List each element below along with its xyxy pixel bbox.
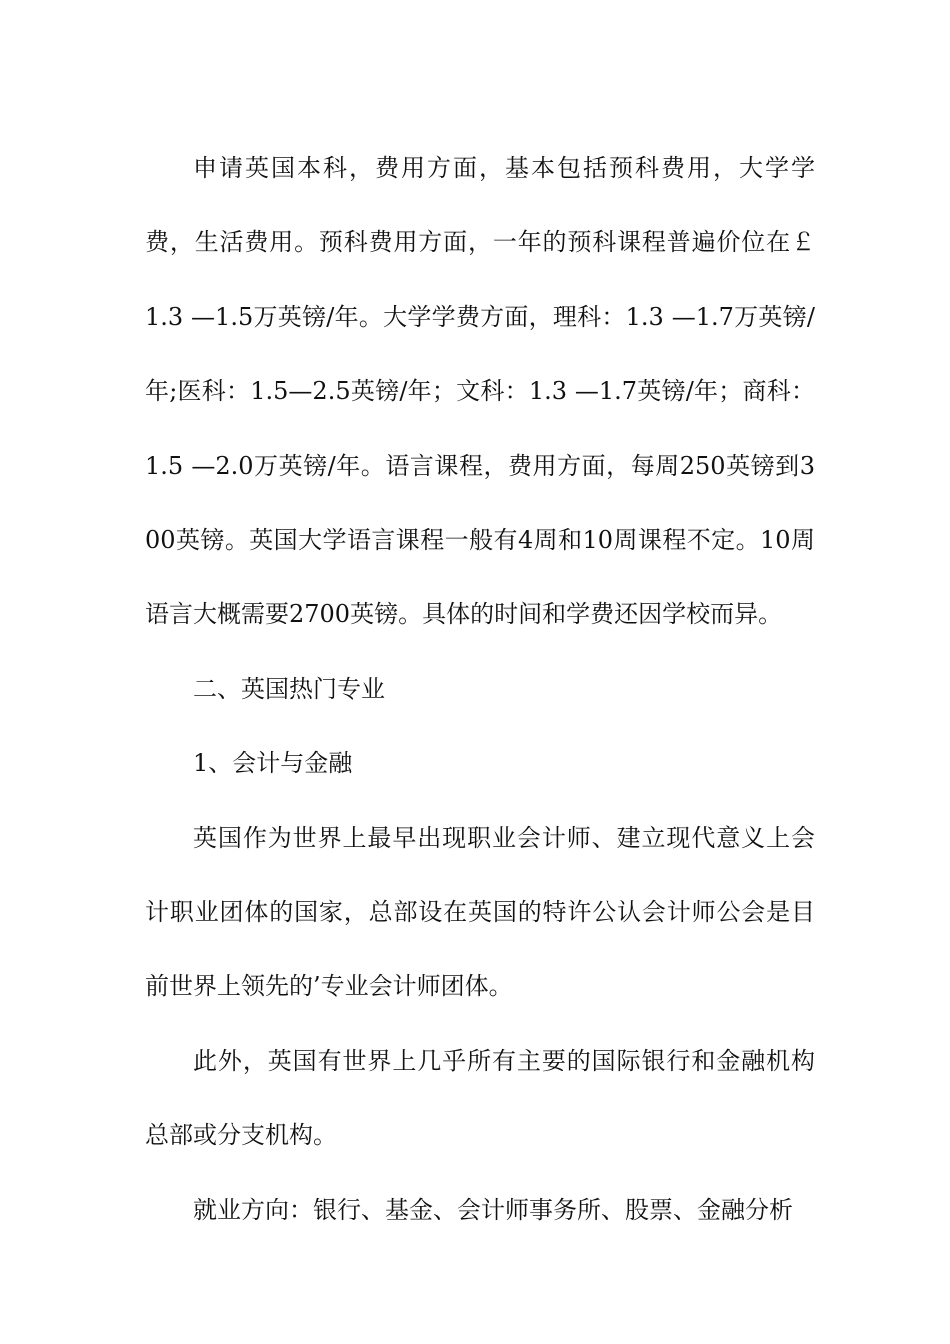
paragraph-fees: 申请英国本科，费用方面，基本包括预科费用，大学学费，生活费用。预科费用方面，一年的预科课程普遍价位在￡ 1.3 —1.5万英镑/年。大学学费方面，理科：1.3 —1.7万英镑/年;医科：1.5—2.5英镑/年；文科：1.3 —1.7英镑/年；商科：1.5 —2.0万英镑/年。语言课程，费用方面，每周250英镑到300英镑。英国大学语言课程一般有4周和10周课程不定。10周语言大概需要2700英镑。具体的时间和学费还因学校而异。 [145, 154, 815, 629]
subsection-heading-accounting-finance: 1、会计与金融 [193, 749, 353, 778]
paragraph-career-directions: 就业方向：银行、基金、会计师事务所、股票、金融分析 [193, 1195, 793, 1224]
paragraph-accounting-history: 英国作为世界上最早出现职业会计师、建立现代意义上会计职业团体的国家，总部设在英国的特许公认会计师公会是目前世界上领先的’专业会计师团体。 [145, 823, 815, 1001]
document-body [145, 131, 815, 1247]
section-heading-popular-majors: 二、英国热门专业 [193, 674, 385, 703]
paragraph-banking-institutions: 此外，英国有世界上几乎所有主要的国际银行和金融机构总部或分支机构。 [145, 1046, 815, 1150]
